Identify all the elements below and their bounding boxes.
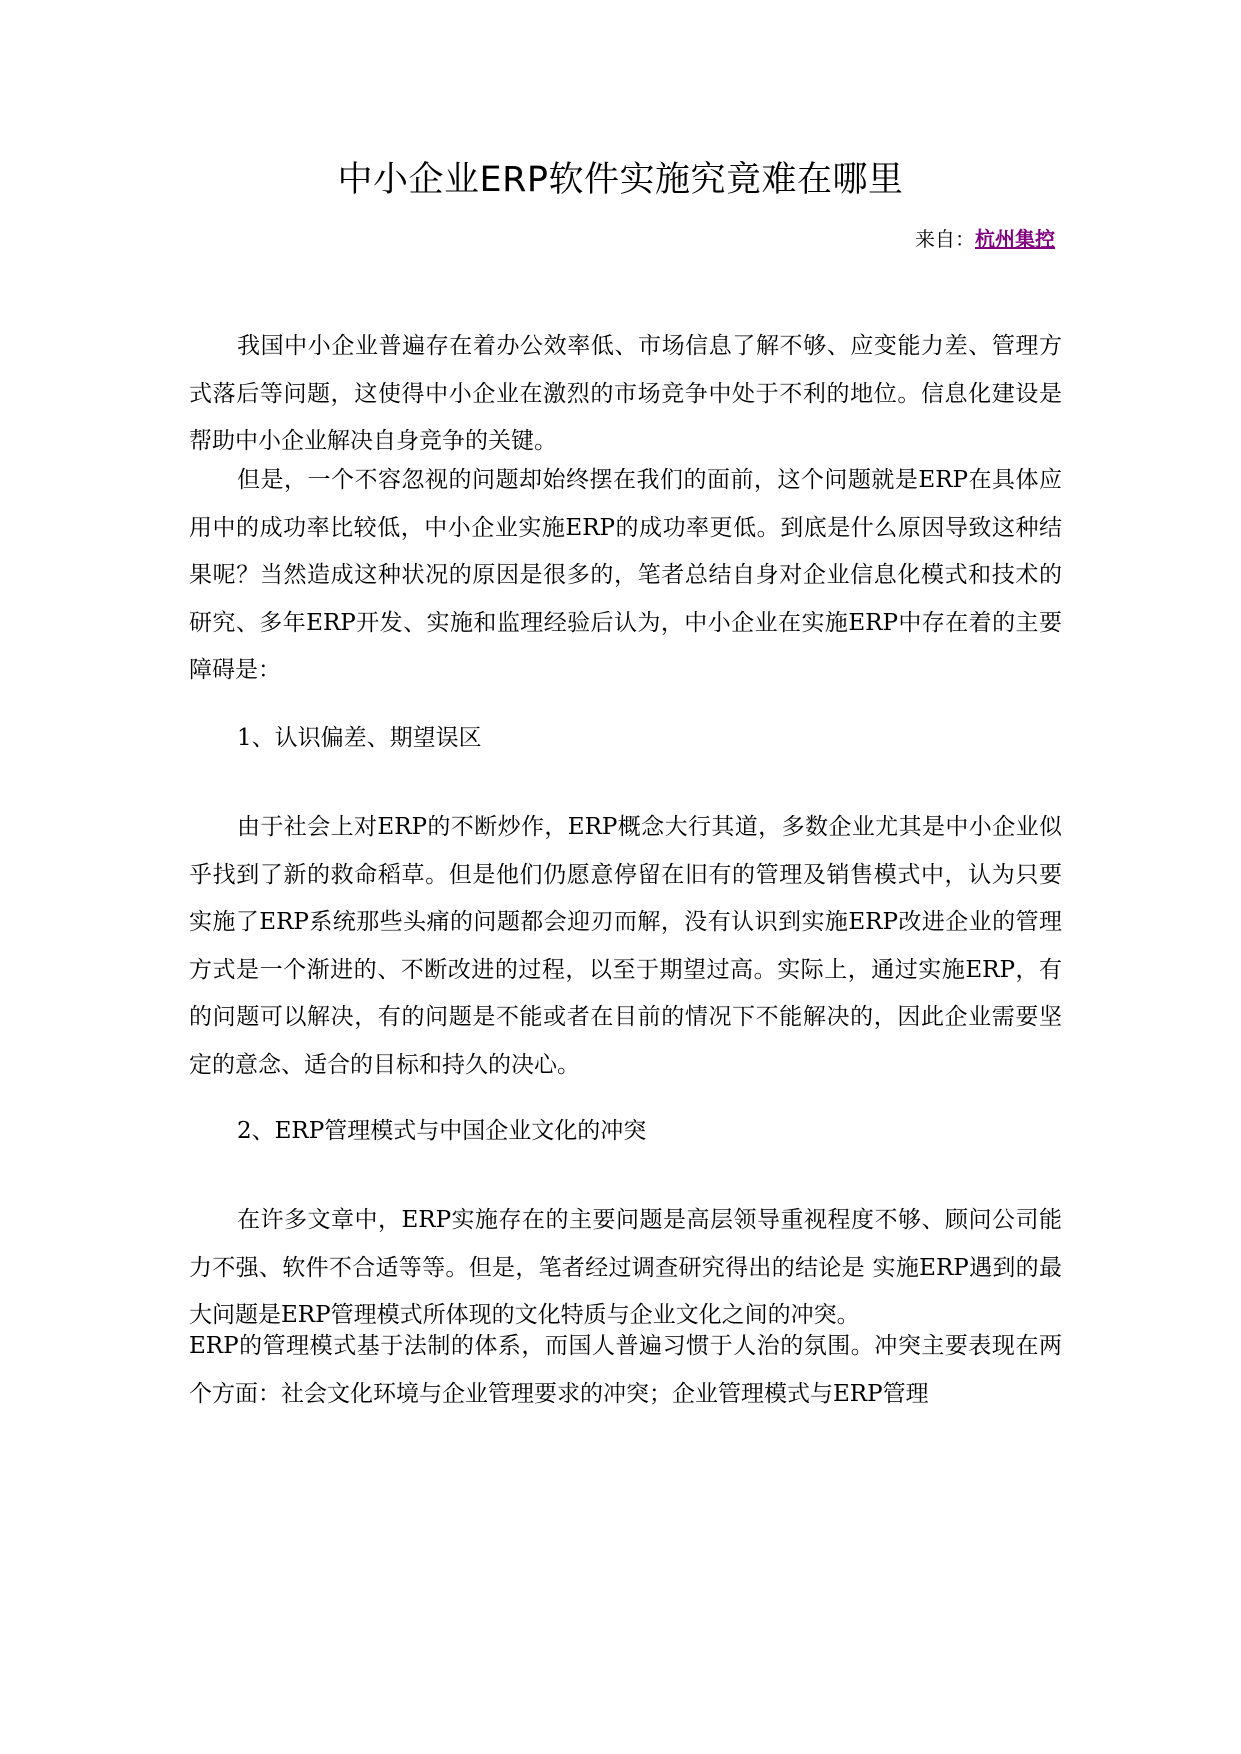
paragraph-problem: 但是，一个不容忽视的问题却始终摆在我们的面前，这个问题就是ERP在具体应用中的成功率比较低，中小企业实施ERP的成功率更低。到底是什么原因导致这种结果呢？当然造成这种状况的原因是很多的，笔者总结自身对企业信息化模式和技术的研究、多年ERP开发、实施和监理经验后认为，中小企业在实施ERP中存在着的主要障碍是： xyxy=(189,467,1062,683)
section2-paragraph: 在许多文章中，ERP实施存在的主要问题是高层领导重视程度不够、顾问公司能力不强、软件不合适等等。但是，笔者经过调查研究得出的结论是 实施ERP遇到的最大问题是ERP管理模式所体现的文化特质与企业文化之间的冲突。 xyxy=(189,1207,1062,1328)
paragraph-intro: 我国中小企业普遍存在着办公效率低、市场信息了解不够、应变能力差、管理方式落后等问题，这使得中小企业在激烈的市场竞争中处于不利的地位。信息化建设是帮助中小企业解决自身竞争的关键。 xyxy=(189,333,1062,454)
source-label: 来自： xyxy=(915,227,975,251)
section2-heading: 2、ERP管理模式与中国企业文化的冲突 xyxy=(237,1118,647,1144)
section2-paragraph-continued: ERP的管理模式基于法制的体系，而国人普遍习惯于人治的氛围。冲突主要表现在两个方面：社会文化环境与企业管理要求的冲突；企业管理模式与ERP管理 xyxy=(189,1333,1062,1407)
source-link[interactable]: 杭州集控 xyxy=(975,227,1055,251)
source-line xyxy=(915,225,1055,253)
section1-heading: 1、认识偏差、期望误区 xyxy=(237,725,482,751)
section1-paragraph: 由于社会上对ERP的不断炒作，ERP概念大行其道，多数企业尤其是中小企业似乎找到了新的救命稻草。但是他们仍愿意停留在旧有的管理及销售模式中，认为只要实施了ERP系统那些头痛的问题都会迎刃而解，没有认识到实施ERP改进企业的管理方式是一个渐进的、不断改进的过程，以至于期望过高。实际上，通过实施ERP，有的问题可以解决，有的问题是不能或者在目前的情况下不能解决的，因此企业需要坚定的意念、适合的目标和持久的决心。 xyxy=(189,814,1062,1078)
document-title: 中小企业ERP软件实施究竟难在哪里 xyxy=(337,160,904,200)
